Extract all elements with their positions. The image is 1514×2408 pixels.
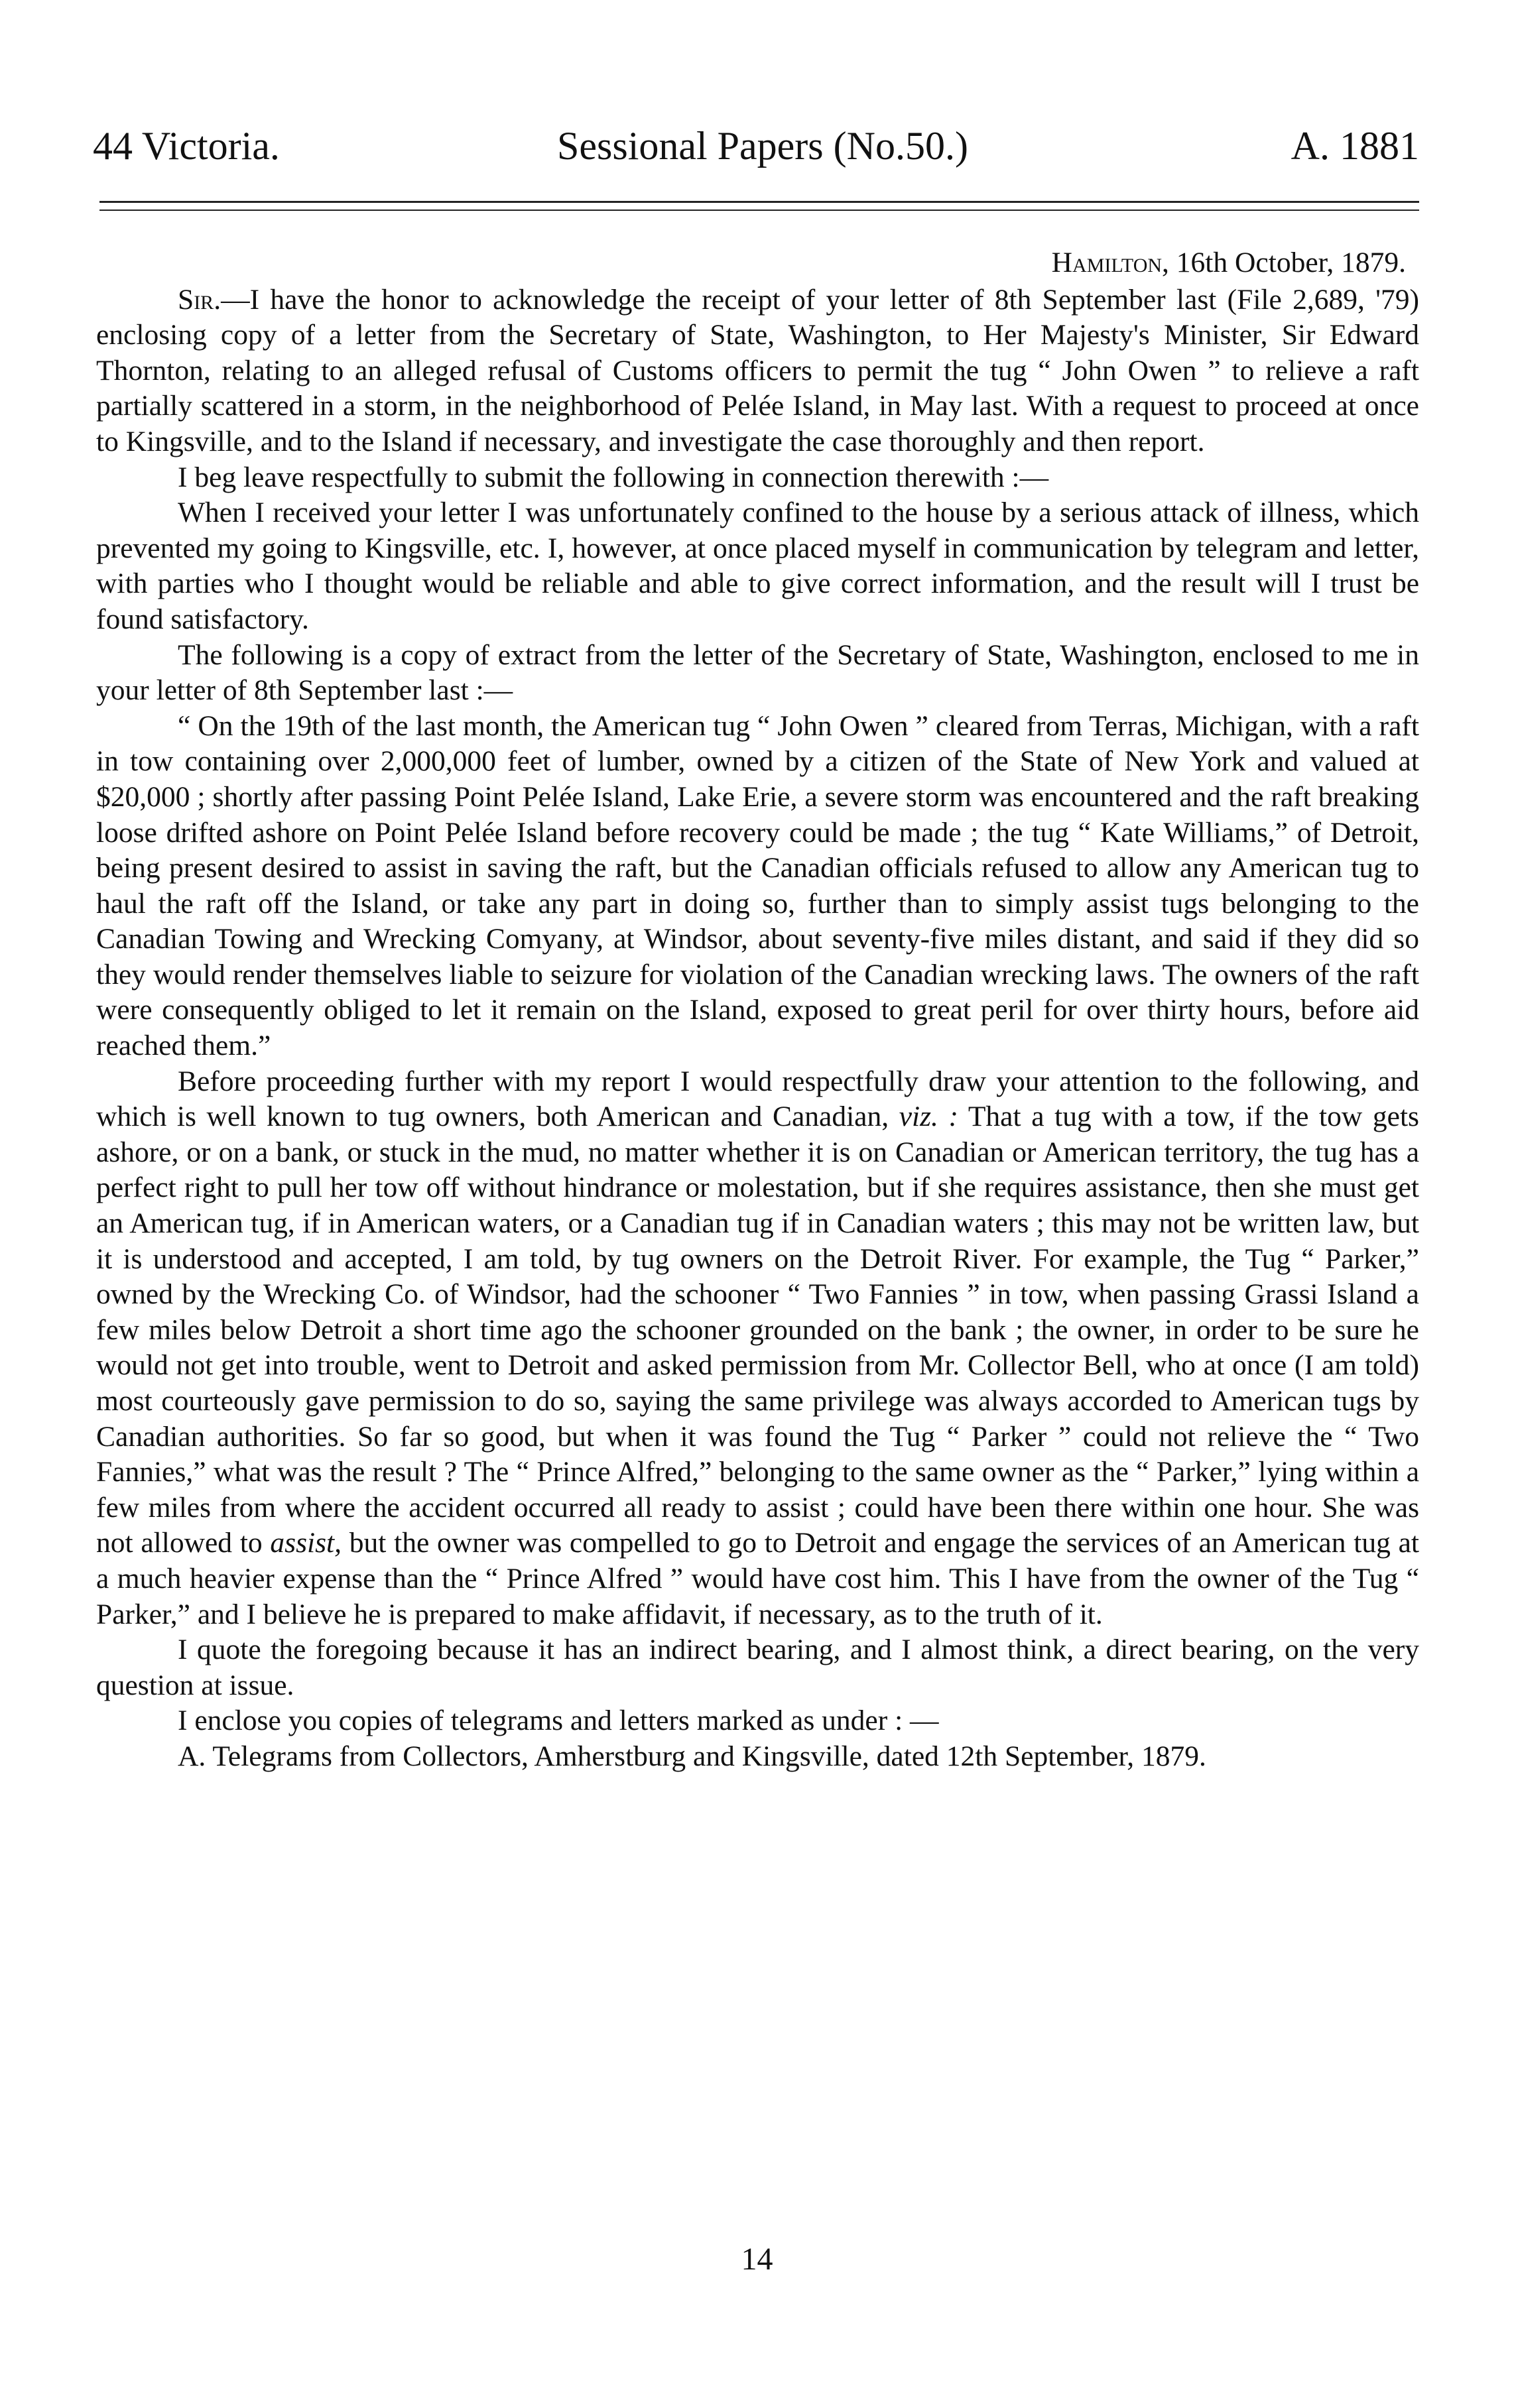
- paragraph-text: That a tug with a tow, if the tow gets ashore, or on a bank, or stuck in the mud, no matter whether it is on Canadian or American territory, the tug has a perfect right to pull her tow off without hindrance or molestation, but if she requires assistance, then she must get an American tug, if in American waters, or a Canadian tug if in Canadian waters ; this may not be written law, but it is understood and accepted, I am told, by tug owners on the Detroit River. For example, the Tug “ Parker,” owned by the Wrecking Co. of Windsor, had the schooner “ Two Fannies ” in tow, when passing Grassi Island a few miles below Detroit a short time ago the schooner grounded on the bank ; the owner, in order to be sure he would not get into trouble, went to Detroit and asked permission from Mr. Collector Bell, who at once (I am told) most courteously gave permission to do so, saying the same privilege was always accorded to American tugs by Canadian authorities. So far so good, but when it was found the Tug “ Parker ” could not relieve the “ Two Fannies,” what was the result ? The “ Prince Alfred,” belonging to the same owner as the “ Parker,” lying within a few miles from where the accident occurred all ready to assist ; could have been there within one hour. She was not allowed to: [96, 1101, 1419, 1559]
- header-rule-top: [99, 201, 1419, 203]
- enclosure-item-a: A. Telegrams from Collectors, Amherstburg and Kingsville, dated 12th September, 1879.: [178, 1740, 1206, 1772]
- paragraph: The following is a copy of extract from the letter of the Secretary of State, Washington, enclosed to me in your letter of 8th September last :—: [96, 638, 1419, 707]
- page-number: 14: [741, 2242, 773, 2277]
- paragraph: When I received your letter I was unfortunately confined to the house by a serious attack of illness, which prevented my going to Kingsville, etc. I, however, at once placed myself in communication by telegram and letter, with parties who I thought would be reliable and able to give correct information, and the result will I trust be found satisfactory.: [96, 497, 1419, 635]
- salutation: Sir.: [178, 283, 221, 316]
- header-title: Sessional Papers (No.50.): [557, 124, 968, 168]
- paragraph: I beg leave respectfully to submit the following in connection therewith :—: [178, 461, 1049, 493]
- dateline-date: 16th October, 1879.: [1168, 247, 1406, 278]
- header-rule-bottom: [99, 210, 1419, 211]
- paragraph-text: but the owner was compelled to go to Detroit and engage the services of an American tug at a much heavier expense than the “ Prince Alfred ” would have cost him. This I have from the owner of the Tug “ Parker,” and I believe he is prepared to make affidavit, if necessary, as to the truth of it.: [96, 1527, 1419, 1630]
- paragraph-tug-practice: [96, 1064, 1419, 1633]
- paragraph-text: Before proceeding further with my report I would respectfully draw your attention to the following, and which is well known to tug owners, both American and Canadian,: [96, 1065, 1419, 1133]
- header-session: 44 Victoria.: [93, 124, 280, 168]
- header-year: A. 1881: [1291, 124, 1419, 168]
- paragraph: I enclose you copies of telegrams and letters marked as under : —: [178, 1705, 939, 1737]
- paragraph-text: —I have the honor to acknowledge the receipt of your letter of 8th September last (File 2,689, '79) enclosing copy of a letter from the Secretary of State, Washington, to Her Majesty's Minister, Sir Edward Thornton, relating to an alleged refusal of Customs officers to permit the tug “ John Owen ” to relieve a raft partially scattered in a storm, in the neighborhood of Pelée Island, in May last. With a request to proceed at once to Kingsville, and to the Island if necessary, and investigate the case thoroughly and then report.: [96, 283, 1419, 457]
- letter-body: [96, 245, 1419, 1775]
- paragraph: I quote the foregoing because it has an indirect bearing, and I almost think, a direct bearing, on the very question at issue.: [96, 1634, 1419, 1701]
- page-header: [86, 119, 1419, 172]
- dateline: [96, 245, 1419, 281]
- dateline-place: Hamilton,: [1051, 247, 1169, 278]
- paragraph-opening: [96, 282, 1419, 460]
- quoted-extract: “ On the 19th of the last month, the American tug “ John Owen ” cleared from Terras, Michigan, with a raft in tow containing over 2,000,000 feet of lumber, owned by a citizen of the State of New York and valued at $20,000 ; shortly after passing Point Pelée Island, Lake Erie, a severe storm was encountered and the raft breaking loose drifted ashore on Point Pelée Island before recovery could be made ; the tug “ Kate Williams,” of Detroit, being present desired to assist in saving the raft, but the Canadian officials refused to allow any American tug to haul the raft off the Island, or take any part in doing so, further than to simply assist tugs belonging to the Canadian Towing and Wrecking Comyany, at Windsor, about seventy-five miles distant, and said if they did so they would render themselves liable to seizure for violation of the Canadian wrecking laws. The owners of the raft were consequently obliged to let it remain on the Island, exposed to great peril for over thirty hours, before aid reached them.”: [96, 709, 1419, 1062]
- viz-italic: viz. :: [899, 1101, 959, 1133]
- assist-italic: assist,: [270, 1527, 342, 1559]
